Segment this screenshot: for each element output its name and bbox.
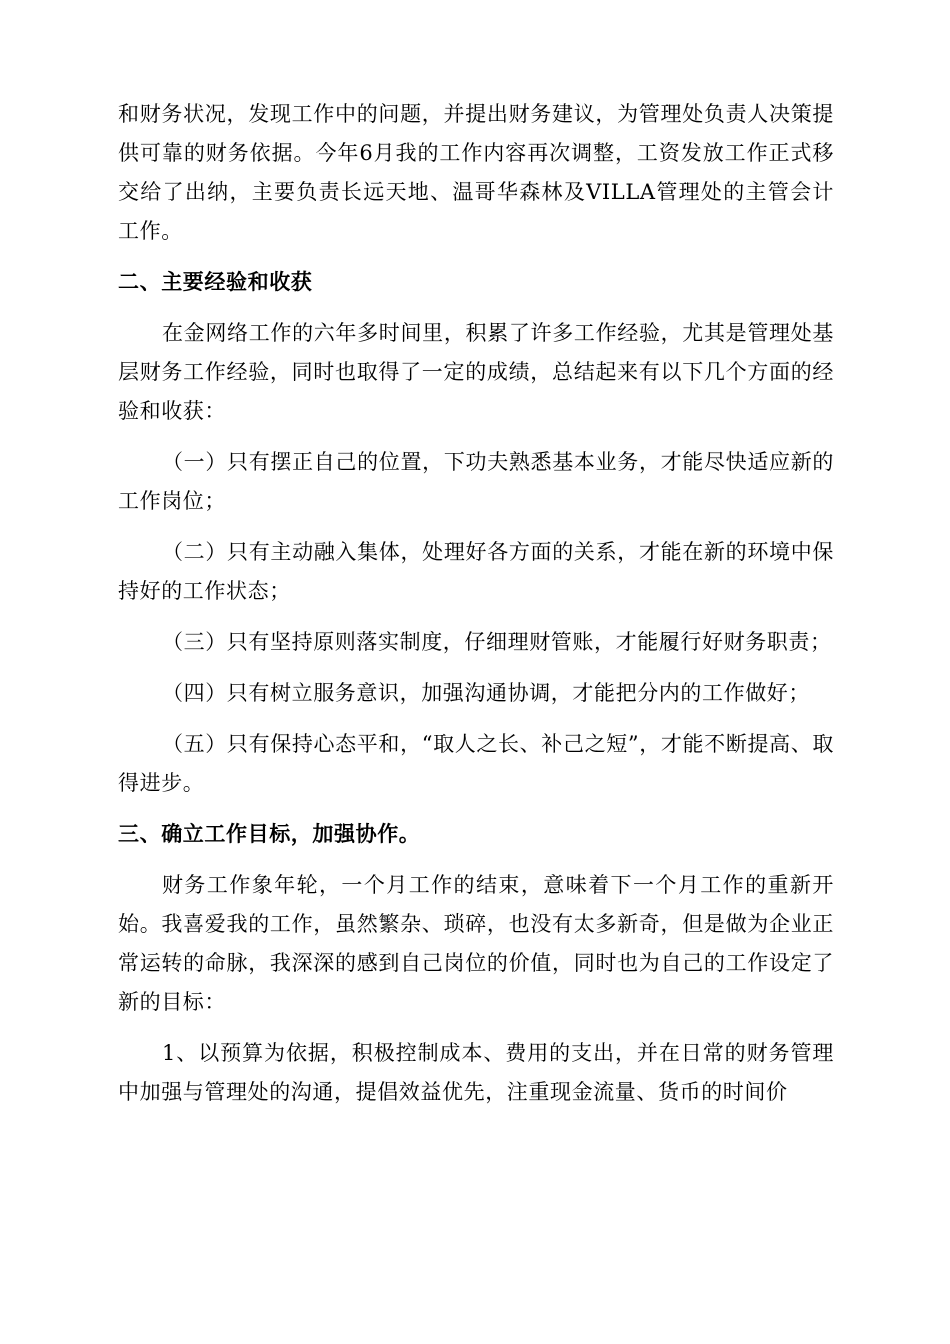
section-heading-3: 三、确立工作目标，加强协作。: [118, 822, 421, 846]
list-item-4: （四）只有树立服务意识，加强沟通协调，才能把分内的工作做好；: [162, 681, 810, 705]
section-heading-2: 二、主要经验和收获: [118, 270, 313, 294]
paragraph-goals: 财务工作象年轮，一个月工作的结束，意味着下一个月工作的重新开始。我喜爱我的工作，虽然繁杂、琐碎，也没有太多新奇，但是做为企业正常运转的命脉，我深深的感到自己岗位的价值，同时也为自己的工作设定了新的目标：: [118, 873, 834, 1014]
list-item-1: （一）只有摆正自己的位置，下功夫熟悉基本业务，才能尽快适应新的工作岗位；: [118, 450, 834, 513]
list-item-5: （五）只有保持心态平和，“取人之长、补己之短”，才能不断提高、取得进步。: [118, 732, 834, 795]
document-page: [118, 95, 834, 1124]
paragraph-experience: 在金网络工作的六年多时间里，积累了许多工作经验，尤其是管理处基层财务工作经验，同时也取得了一定的成绩，总结起来有以下几个方面的经验和收获：: [118, 321, 834, 423]
list-item-3: （三）只有坚持原则落实制度，仔细理财管账，才能履行好财务职责；: [162, 630, 832, 654]
paragraph-goal-1: 1、以预算为依据，积极控制成本、费用的支出，并在日常的财务管理中加强与管理处的沟通，提倡效益优先，注重现金流量、货币的时间价: [118, 1041, 834, 1104]
list-item-2: （二）只有主动融入集体，处理好各方面的关系，才能在新的环境中保持好的工作状态；: [118, 540, 834, 603]
paragraph-intro-continued: 和财务状况，发现工作中的问题，并提出财务建议，为管理处负责人决策提供可靠的财务依据。今年6月我的工作内容再次调整，工资发放工作正式移交给了出纳，主要负责长远天地、温哥华森林及VILLA管理处的主管会计工作。: [118, 102, 834, 243]
